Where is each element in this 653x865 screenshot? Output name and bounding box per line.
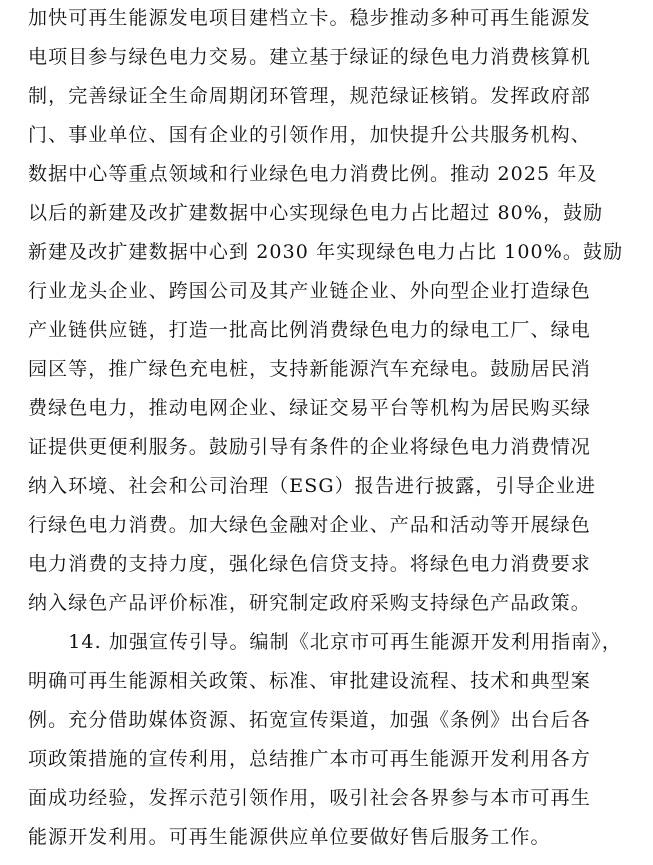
text-line: 纳入绿色产品评价标准，研究制定政府采购支持绿色产品政策。: [28, 592, 591, 614]
text-line: 门、事业单位、国有企业的引领作用，加快提升公共服务机构、: [28, 124, 591, 146]
text-line: 例。充分借助媒体资源、拓宽宣传渠道，加强《条例》出台后各: [28, 709, 591, 731]
text-line: 证提供更便利服务。鼓励引导有条件的企业将绿色电力消费情况: [28, 436, 591, 458]
text-line: 行业龙头企业、跨国公司及其产业链企业、外向型企业打造绿色: [28, 280, 591, 302]
text-line: 电力消费的支持力度，强化绿色信贷支持。将绿色电力消费要求: [28, 553, 591, 575]
text-line: 明确可再生能源相关政策、标准、审批建设流程、技术和典型案: [28, 670, 591, 692]
text-line: 加快可再生能源发电项目建档立卡。稳步推动多种可再生能源发: [28, 7, 591, 29]
text-line: 制，完善绿证全生命周期闭环管理，规范绿证核销。发挥政府部: [28, 85, 591, 107]
text-line: 数据中心等重点领域和行业绿色电力消费比例。推动 2025 年及: [28, 163, 598, 185]
text-line: 园区等，推广绿色充电桩，支持新能源汽车充绿电。鼓励居民消: [28, 358, 591, 380]
text-line: 费绿色电力，推动电网企业、绿证交易平台等机构为居民购买绿: [28, 397, 591, 419]
text-line: 行绿色电力消费。加大绿色金融对企业、产品和活动等开展绿色: [28, 514, 591, 536]
text-line: 纳入环境、社会和公司治理（ESG）报告进行披露，引导企业进: [28, 475, 596, 497]
text-line: 新建及改扩建数据中心到 2030 年实现绿色电力占比 100%。鼓励: [28, 241, 624, 263]
text-line: 能源开发利用。可再生能源供应单位要做好售后服务工作。: [28, 826, 551, 848]
text-line: 面成功经验，发挥示范引领作用，吸引社会各界参与本市可再生: [28, 787, 591, 809]
text-line: 以后的新建及改扩建数据中心实现绿色电力占比超过 80%，鼓励: [28, 202, 604, 224]
text-line: 电项目参与绿色电力交易。建立基于绿证的绿色电力消费核算机: [28, 46, 591, 68]
text-line: 14. 加强宣传引导。编制《北京市可再生能源开发利用指南》，: [28, 631, 622, 653]
text-line: 项政策措施的宣传利用，总结推广本市可再生能源开发利用各方: [28, 748, 591, 770]
text-line: 产业链供应链，打造一批高比例消费绿色电力的绿电工厂、绿电: [28, 319, 591, 341]
